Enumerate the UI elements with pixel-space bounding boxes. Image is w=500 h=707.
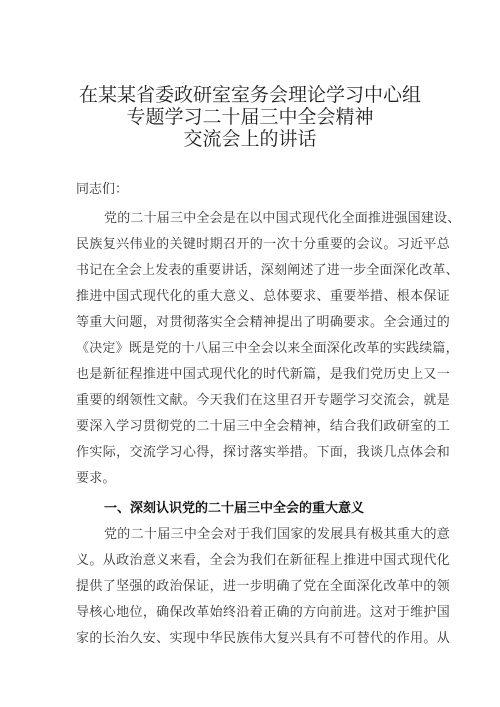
section-heading-1: 一、深刻认识党的二十届三中全会的重大意义 bbox=[104, 501, 365, 516]
paragraph-line: 党的二十届三中全会对于我们国家的发展具有极其重大的意 bbox=[104, 527, 450, 542]
paragraph-line: 作实际，交流学习心得，探讨落实举措。下面，我谈几点体会和 bbox=[76, 445, 450, 460]
paragraph-line: 也是新征程推进中国式现代化的时代新篇，是我们党历史上又一 bbox=[76, 367, 450, 382]
paragraph-line: 《决定》既是党的十八届三中全会以来全面深化改革的实践续篇， bbox=[76, 341, 459, 356]
title-line-1: 在某某省委政研室室务会理论学习中心组 bbox=[78, 84, 421, 106]
paragraph-line: 党的二十届三中全会是在以中国式现代化全面推进强国建设、 bbox=[104, 211, 461, 226]
document-title bbox=[0, 84, 500, 150]
paragraph-line: 书记在全会上发表的重要讲话，深刻阐述了进一步全面深化改革、 bbox=[76, 263, 459, 278]
paragraph-line: 义。从政治意义来看，全会为我们在新征程上推进中国式现代化 bbox=[76, 553, 450, 568]
paragraph-line: 民族复兴伟业的关键时期召开的一次十分重要的会议。习近平总 bbox=[76, 237, 450, 252]
document-body bbox=[76, 178, 461, 652]
salutation: 同志们： bbox=[76, 182, 129, 197]
paragraph-line: 推进中国式现代化的重大意义、总体要求、重要举措、根本保证 bbox=[76, 289, 450, 304]
paragraph-line: 等重大问题，对贯彻落实全会精神提出了明确要求。全会通过的 bbox=[76, 315, 450, 330]
paragraph-1 bbox=[76, 206, 461, 492]
title-line-3: 交流会上的讲话 bbox=[183, 128, 317, 150]
paragraph-line: 提供了坚强的政治保证，进一步明确了党在全面深化改革中的领 bbox=[76, 579, 450, 594]
paragraph-line: 家的长治久安、实现中华民族伟大复兴具有不可替代的作用。从 bbox=[76, 631, 450, 646]
paragraph-2 bbox=[76, 522, 450, 652]
paragraph-line: 导核心地位，确保改革始终沿着正确的方向前进。这对于维护国 bbox=[76, 605, 450, 620]
paragraph-line: 要求。 bbox=[76, 471, 116, 486]
title-line-2: 专题学习二十届三中全会精神 bbox=[126, 106, 374, 128]
paragraph-line: 要深入学习贯彻党的二十届三中全会精神，结合我们政研室的工 bbox=[76, 419, 450, 434]
paragraph-line: 重要的纲领性文献。今天我们在这里召开专题学习交流会，就是 bbox=[76, 393, 450, 408]
